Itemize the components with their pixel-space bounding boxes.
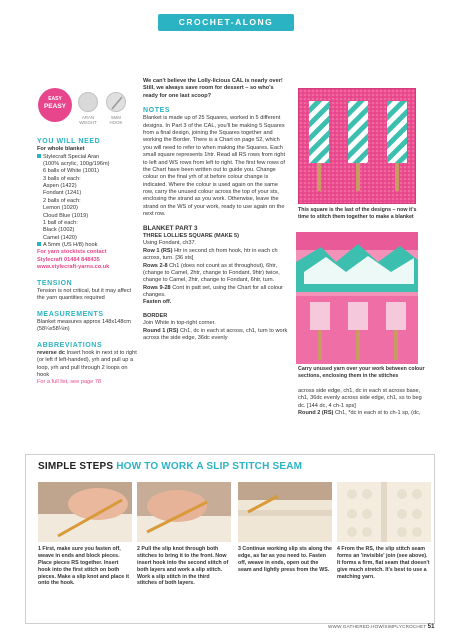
measurements-heading: MEASUREMENTS bbox=[37, 310, 104, 318]
abbreviations-heading: ABBREVIATIONS bbox=[37, 341, 103, 349]
step-4-photo bbox=[337, 482, 431, 542]
page-number: 51 bbox=[427, 624, 435, 630]
measurements-text: Blanket measures approx 148x148cm (58¼x58¼in) bbox=[37, 318, 131, 333]
step-description: First, make sure you fasten off, weave in ends and block pieces. Place pieces RS together. Insert hook into the first stitch on both pieces. Make a slip knot and place it onto the hook. bbox=[38, 546, 129, 587]
step-1-text bbox=[38, 546, 132, 587]
yarn-line: Fondant (1241) bbox=[43, 190, 82, 197]
three-lollies-square-photo bbox=[298, 88, 416, 204]
bullet-square-icon bbox=[37, 154, 41, 158]
step-2-text bbox=[137, 546, 231, 587]
step-1-photo bbox=[38, 482, 132, 542]
step-number: 2 bbox=[137, 546, 140, 552]
border-join: Join White in top-right corner. bbox=[143, 320, 216, 327]
step-number: 1 bbox=[38, 546, 41, 552]
you-will-need-section bbox=[37, 137, 137, 387]
for-label: For whole blanket bbox=[37, 146, 85, 153]
round1-text: Ch1, dc in each st across, ch1, turn to work across the side edge, 36dc evenly bbox=[143, 327, 288, 341]
step-number: 3 bbox=[238, 546, 241, 552]
rows2-label: Rows 2-8 bbox=[143, 262, 168, 269]
stockists-line: For yarn stockists contact bbox=[37, 249, 107, 256]
hook-line: A 5mm (US H/8) hook bbox=[43, 242, 98, 249]
tension-text: Tension is not critical, but it may affect the yarn quantities required bbox=[37, 287, 132, 302]
border-heading: BORDER bbox=[143, 312, 168, 319]
step-3-text bbox=[238, 546, 332, 574]
yarn-line: Lemon (1020) bbox=[43, 205, 78, 212]
stockists-phone: Stylecraft 01484 848435 bbox=[37, 256, 100, 263]
notes-text: Blanket is made up of 25 Squares, worked in 5 different designs. In Part 3 of the CAL, you'll be making 5 Squares from a final design, joining the Squares together and working the Border. There is a Chart on page 52, which you will need to refer to when making the Squares. Each small square represents 1htr. Read all RS rows from right to left and WS rows from left to right. The first few rows of the Chart have been written out to guide you. Change colour on the final yrh of st before colour change is indicated. Where the colour is used again on the same row, carry the unused colour across the top of your sts, enclosing the strand as you work. Otherwise, leave the strand on the WS of your work, ready to use again on the next row. bbox=[143, 115, 286, 218]
step-4-text bbox=[337, 546, 431, 580]
yarn-line: 3 balls of each: bbox=[43, 175, 81, 182]
steps-title-dark: SIMPLE STEPS bbox=[38, 461, 114, 472]
hook-icon bbox=[106, 92, 126, 112]
row1-label: Row 1 (RS) bbox=[143, 247, 173, 254]
steps-title-teal: HOW TO WORK A SLIP STITCH SEAM bbox=[116, 461, 303, 472]
rows9-text: Cont in patt set, using the Chart for all colour changes. bbox=[143, 284, 283, 299]
step-description: Pull the slip knot through both stitches to bring it to the front. Now insert hook into the second stitch of both layers and work a slip stitch. Work a slip stitch in the third stitches of both layers. bbox=[137, 546, 229, 587]
abbrev-more: For a full list, see page 78 bbox=[37, 379, 102, 386]
step-3-photo bbox=[238, 482, 332, 542]
yarn-line: 6 balls of White (1001) bbox=[43, 168, 99, 175]
carry-yarn-photo bbox=[296, 232, 418, 364]
yarn-line: Black (1002) bbox=[43, 227, 75, 234]
yarn-line: Cloud Blue (1019) bbox=[43, 212, 89, 219]
section-banner bbox=[158, 14, 294, 31]
fasten-off: Fasten off. bbox=[143, 299, 172, 306]
footer-url[interactable]: WWW.GATHERED.HOW/SIMPLYCROCHET bbox=[328, 624, 427, 629]
hook-size-label: 5MM HOOK bbox=[109, 115, 123, 126]
yarn-line: Camel (1420) bbox=[43, 234, 77, 241]
round1-label: Round 1 (RS) bbox=[143, 327, 179, 334]
you-will-need-heading: YOU WILL NEED bbox=[37, 138, 101, 145]
rows2-text: Ch1 (does not count as st throughout), 6htr, (change to Camel, 2htr, change to Fondant, 9htr) twice, change to Camel, 2htr, change to Fondant, 6htr, turn. bbox=[143, 262, 280, 284]
yarn-title: Stylecraft Special Aran bbox=[43, 153, 100, 160]
banner-title: CROCHET-ALONG bbox=[178, 17, 274, 27]
main-photo-caption: This square is the last of the designs – now it's time to stitch them together to make a blanket bbox=[298, 207, 417, 220]
badge-line1: EASY bbox=[48, 96, 62, 102]
bullet-square-icon bbox=[37, 242, 41, 246]
row1-text: Htr in second ch from hook, htr in each ch across, turn. [36 sts] bbox=[143, 247, 278, 262]
round2-label: Round 2 (RS) bbox=[298, 410, 334, 417]
stockists-url[interactable]: www.stylecraft-yarns.co.uk bbox=[37, 264, 110, 271]
yarn-detail: (100% acrylic, 100g/196m) bbox=[43, 160, 110, 167]
round2-text: Ch1, *dc in each st to ch-1 sp, (dc, bbox=[333, 410, 421, 417]
notes-heading: NOTES bbox=[143, 107, 171, 115]
second-photo-caption: Carry unused yarn over your work between colour sections, enclosing them in the stitches bbox=[298, 366, 425, 379]
yarn-ball-icon bbox=[78, 92, 98, 112]
difficulty-badge bbox=[38, 88, 72, 122]
step-description: From the RS, the slip stitch seam forms an 'invisible' join (see above). It forms a firm, flat seam that doesn't give much stretch. It's best to use a matching yarn. bbox=[337, 546, 430, 580]
yarn-line: 1 ball of each: bbox=[43, 219, 78, 226]
rows9-label: Rows 9-28 bbox=[143, 284, 171, 291]
border-continued bbox=[298, 388, 430, 418]
step-description: Continue working slip sts along the edge, as far as you need to. Fasten off, weave in ends, open out the seam and lightly press from the WS. bbox=[238, 546, 332, 573]
part3-subheading: THREE LOLLIES SQUARE (MAKE 5) bbox=[143, 233, 240, 240]
page-footer bbox=[328, 624, 435, 632]
abbrev-text: Insert hook in next st to right (or left if left-handed), yrh and pull up a loop, yrh and pull through 2 loops on hook bbox=[37, 349, 137, 378]
part3-using: Using Fondant, ch37. bbox=[143, 240, 197, 247]
pattern-column bbox=[143, 78, 289, 342]
part3-heading: BLANKET PART 3 bbox=[143, 224, 198, 232]
abbrev-term: reverse dc bbox=[37, 349, 65, 356]
border-cont-text: across side edge, ch1, dc in each st across base, ch1, 36dc evenly across side edge, ch1, ss to beg dc. [144 dc, 4 ch-1 sps] bbox=[298, 388, 422, 409]
tension-heading: TENSION bbox=[37, 279, 73, 287]
yarn-weight-label: ARAN WEIGHT bbox=[79, 115, 97, 126]
step-2-photo bbox=[137, 482, 231, 542]
yarn-line: Aspen (1422) bbox=[43, 183, 77, 190]
simple-steps-title bbox=[38, 460, 302, 473]
step-number: 4 bbox=[337, 546, 340, 552]
intro-text: We can't believe the Lolly-licious CAL is nearly over! Still, we always save room for dessert – so who's ready for one last scoop? bbox=[143, 78, 283, 99]
yarn-line: 2 balls of each: bbox=[43, 197, 81, 204]
badge-line2: PEASY bbox=[43, 102, 67, 110]
